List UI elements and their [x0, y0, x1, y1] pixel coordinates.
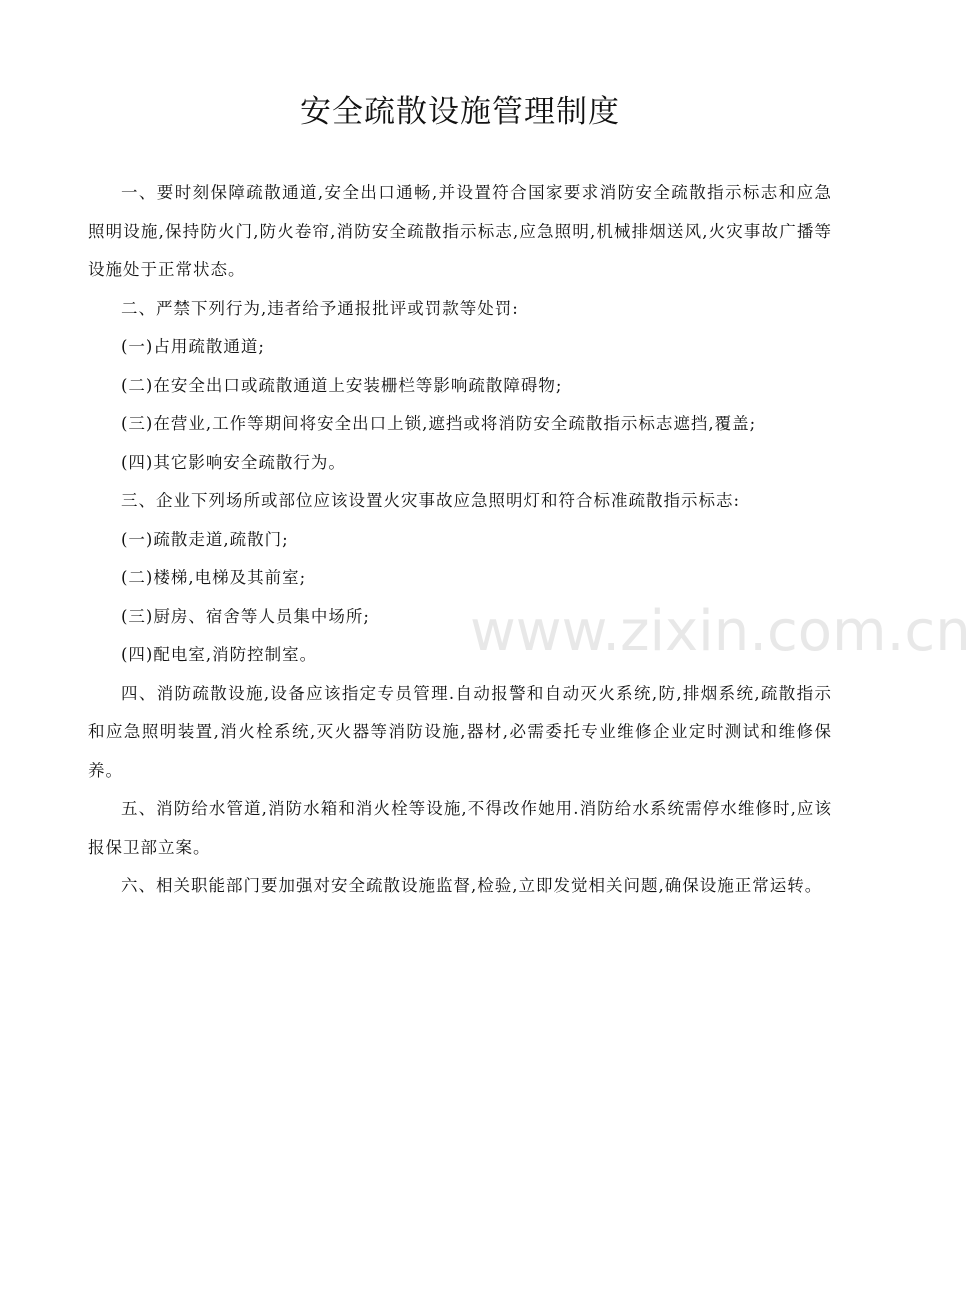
paragraph-3: 三、企业下列场所或部位应该设置火灾事故应急照明灯和符合标准疏散指示标志:	[121, 491, 741, 510]
paragraph-1: 一、要时刻保障疏散通道,安全出口通畅,并设置符合国家要求消防安全疏散指示标志和应急照明设施,保持防火门,防火卷帘,消防安全疏散指示标志,应急照明,机械排烟送风,火灾事故广播等设施处于正常状态。	[88, 183, 832, 279]
paragraph-3-item-1: (一)疏散走道,疏散门;	[121, 529, 289, 549]
paragraph-4: 四、消防疏散设施,设备应该指定专员管理.自动报警和自动灭火系统,防,排烟系统,疏散指示和应急照明装置,消火栓系统,灭火器等消防设施,器材,必需委托专业维修企业定时测试和维修保养。	[88, 683, 832, 780]
paragraph-6: 六、相关职能部门要加强对安全疏散设施监督,检验,立即发觉相关问题,确保设施正常运转。	[121, 876, 823, 895]
paragraph-2-item-3: (三)在营业,工作等期间将安全出口上锁,遮挡或将消防安全疏散指示标志遮挡,覆盖;	[121, 414, 757, 433]
paragraph-2-item-1: (一)占用疏散通道;	[121, 337, 265, 356]
watermark-text: www.zixin.com.cn	[470, 599, 971, 664]
document-body	[88, 174, 832, 906]
paragraph-3-item-3: (三)厨房、宿舍等人员集中场所;	[121, 606, 370, 626]
paragraph-2-item-4: (四)其它影响安全疏散行为。	[121, 452, 346, 472]
paragraph-3-item-2: (二)楼梯,电梯及其前室;	[121, 568, 307, 587]
paragraph-3-item-4: (四)配电室,消防控制室。	[121, 645, 318, 664]
paragraph-5: 五、消防给水管道,消防水箱和消火栓等设施,不得改作她用.消防给水系统需停水维修时,应该报保卫部立案。	[88, 799, 832, 857]
document-title: 安全疏散设施管理制度	[300, 94, 620, 130]
paragraph-2-item-2: (二)在安全出口或疏散通道上安装栅栏等影响疏散障碍物;	[121, 375, 563, 395]
paragraph-2: 二、严禁下列行为,违者给予通报批评或罚款等处罚:	[121, 298, 519, 318]
